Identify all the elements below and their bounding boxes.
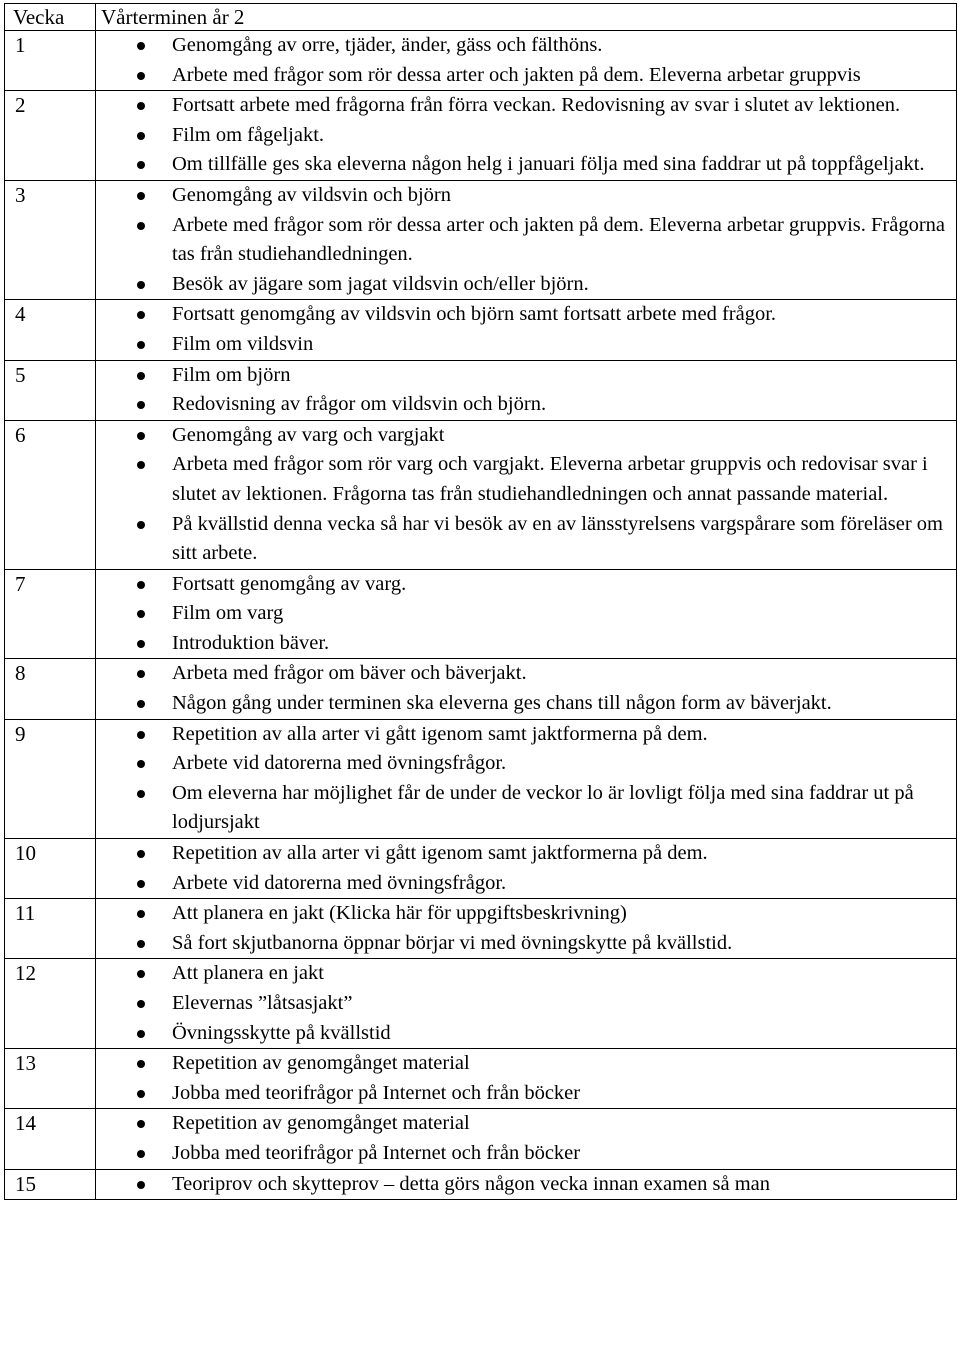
- week-row: [5, 569, 957, 659]
- activity-list: [96, 31, 956, 90]
- activity-text: Film om björn: [172, 363, 291, 386]
- week-number: 10: [5, 839, 96, 899]
- activity-list: [96, 659, 956, 718]
- bullet-icon: [137, 222, 145, 230]
- week-row: [5, 719, 957, 838]
- week-row: [5, 300, 957, 360]
- activity-text: Övningsskytte på kvällstid: [172, 1021, 391, 1044]
- bullet-icon: [137, 281, 145, 289]
- list-item: [96, 361, 956, 391]
- activity-list: [96, 181, 956, 299]
- week-row: [5, 420, 957, 569]
- week-number: 2: [5, 91, 96, 181]
- activity-text: Att planera en jakt: [172, 962, 324, 985]
- list-item: [96, 599, 956, 629]
- week-activities: [96, 31, 957, 91]
- activity-text: Arbete med frågor som rör dessa arter och jakten på dem. Eleverna arbetar gruppvis: [172, 63, 861, 86]
- week-number: 5: [5, 360, 96, 420]
- list-item: [96, 899, 956, 929]
- bullet-icon: [137, 790, 145, 798]
- list-item: [96, 300, 956, 330]
- week-row: [5, 1049, 957, 1109]
- week-number: 3: [5, 180, 96, 299]
- bullet-icon: [137, 72, 145, 80]
- list-item: [96, 91, 956, 121]
- bullet-icon: [137, 1030, 145, 1038]
- activity-list: [96, 1170, 956, 1200]
- week-number: 11: [5, 899, 96, 959]
- activity-text: Film om vildsvin: [172, 332, 314, 355]
- activity-text: Så fort skjutbanorna öppnar börjar vi med övningskytte på kvällstid.: [172, 931, 733, 954]
- list-item: [96, 959, 956, 989]
- week-row: [5, 959, 957, 1049]
- list-item: [96, 869, 956, 899]
- bullet-icon: [137, 401, 145, 409]
- bullet-icon: [137, 311, 145, 319]
- week-activities: [96, 1049, 957, 1109]
- list-item: [96, 31, 956, 61]
- term-column-header: Vårterminen år 2: [96, 4, 957, 31]
- week-activities: [96, 1109, 957, 1169]
- bullet-icon: [137, 1150, 145, 1158]
- list-item: [96, 121, 956, 151]
- week-row: [5, 180, 957, 299]
- activity-text: Repetition av alla arter vi gått igenom samt jaktformerna på dem.: [172, 722, 708, 745]
- activity-text: Någon gång under terminen ska eleverna ges chans till någon form av bäverjakt.: [172, 692, 832, 715]
- bullet-icon: [137, 760, 145, 768]
- week-activities: [96, 899, 957, 959]
- list-item: [96, 61, 956, 91]
- week-activities: [96, 959, 957, 1049]
- bullet-icon: [137, 432, 145, 440]
- activity-text: Film om varg: [172, 602, 284, 625]
- list-item: [96, 270, 956, 300]
- week-number: 13: [5, 1049, 96, 1109]
- activity-list: [96, 421, 956, 569]
- week-number: 1: [5, 31, 96, 91]
- list-item: [96, 510, 956, 569]
- week-activities: [96, 420, 957, 569]
- list-item: [96, 929, 956, 959]
- list-item: [96, 1079, 956, 1109]
- week-activities: [96, 360, 957, 420]
- schedule-body: [5, 31, 957, 1200]
- bullet-icon: [137, 850, 145, 858]
- bullet-icon: [137, 192, 145, 200]
- activity-list: [96, 361, 956, 420]
- activity-text: Arbete vid datorerna med övningsfrågor.: [172, 871, 507, 894]
- week-row: [5, 91, 957, 181]
- activity-text: Jobba med teorifrågor på Internet och från böcker: [172, 1141, 581, 1164]
- bullet-icon: [137, 1000, 145, 1008]
- week-number: 15: [5, 1169, 96, 1200]
- activity-text: Redovisning av frågor om vildsvin och björn.: [172, 393, 547, 416]
- activity-text: Arbete vid datorerna med övningsfrågor.: [172, 752, 507, 775]
- week-row: [5, 839, 957, 899]
- list-item: [96, 689, 956, 719]
- bullet-icon: [137, 670, 145, 678]
- bullet-icon: [137, 1120, 145, 1128]
- list-item: [96, 330, 956, 360]
- activity-list: [96, 1049, 956, 1108]
- activity-text: Besök av jägare som jagat vildsvin och/eller björn.: [172, 272, 589, 295]
- activity-text: Teoriprov och skytteprov – detta görs någon vecka innan examen så man: [172, 1172, 771, 1195]
- activity-text: Arbete med frågor som rör dessa arter och jakten på dem. Eleverna arbetar gruppvis. Frågorna tas från studiehandledningen.: [172, 213, 945, 266]
- activity-text: Fortsatt genomgång av varg.: [172, 572, 407, 595]
- activity-list: [96, 720, 956, 838]
- activity-text: Film om fågeljakt.: [172, 123, 325, 146]
- list-item: [96, 1019, 956, 1049]
- week-activities: [96, 569, 957, 659]
- list-item: [96, 989, 956, 1019]
- activity-text: Genomgång av orre, tjäder, änder, gäss och fälthöns.: [172, 34, 603, 56]
- list-item: [96, 390, 956, 420]
- week-row: [5, 1169, 957, 1200]
- list-item: [96, 720, 956, 750]
- activity-text: Om tillfälle ges ska eleverna någon helg i januari följa med sina faddrar ut på toppfågeljakt.: [172, 153, 925, 176]
- bullet-icon: [137, 910, 145, 918]
- list-item: [96, 1049, 956, 1079]
- bullet-icon: [137, 372, 145, 380]
- activity-list: [96, 839, 956, 898]
- list-item: [96, 181, 956, 211]
- activity-text: Repetition av genomgånget material: [172, 1112, 470, 1135]
- activity-text: Introduktion bäver.: [172, 631, 330, 654]
- activity-text: På kvällstid denna vecka så har vi besök av en av länsstyrelsens vargspårare som föreläser om sitt arbete.: [172, 512, 943, 565]
- week-activities: [96, 659, 957, 719]
- bullet-icon: [137, 1060, 145, 1068]
- week-activities: [96, 839, 957, 899]
- week-activities: [96, 91, 957, 181]
- week-row: [5, 899, 957, 959]
- week-column-header: Vecka: [5, 4, 96, 31]
- list-item: [96, 570, 956, 600]
- week-number: 4: [5, 300, 96, 360]
- activity-text: Jobba med teorifrågor på Internet och från böcker: [172, 1081, 581, 1104]
- bullet-icon: [137, 42, 145, 50]
- week-number: 14: [5, 1109, 96, 1169]
- bullet-icon: [137, 610, 145, 618]
- bullet-icon: [137, 1181, 145, 1189]
- header-row: [5, 4, 957, 31]
- bullet-icon: [137, 880, 145, 888]
- activity-list: [96, 570, 956, 659]
- week-row: [5, 1109, 957, 1169]
- list-item: [96, 450, 956, 509]
- bullet-icon: [137, 581, 145, 589]
- bullet-icon: [137, 640, 145, 648]
- activity-text: Genomgång av varg och vargjakt: [172, 423, 445, 446]
- bullet-icon: [137, 521, 145, 529]
- week-row: [5, 659, 957, 719]
- week-row: [5, 31, 957, 91]
- activity-text: Arbeta med frågor om bäver och bäverjakt.: [172, 662, 527, 685]
- week-activities: [96, 180, 957, 299]
- activity-list: [96, 1109, 956, 1168]
- bullet-icon: [137, 731, 145, 739]
- activity-text: Att planera en jakt (Klicka här för uppgiftsbeskrivning): [172, 902, 627, 925]
- activity-text: Repetition av genomgånget material: [172, 1052, 470, 1075]
- bullet-icon: [137, 341, 145, 349]
- list-item: [96, 779, 956, 838]
- bullet-icon: [137, 1090, 145, 1098]
- bullet-icon: [137, 461, 145, 469]
- list-item: [96, 1139, 956, 1169]
- activity-list: [96, 91, 956, 180]
- list-item: [96, 749, 956, 779]
- bullet-icon: [137, 102, 145, 110]
- bullet-icon: [137, 161, 145, 169]
- week-activities: [96, 300, 957, 360]
- schedule-table: [4, 3, 957, 1200]
- list-item: [96, 629, 956, 659]
- list-item: [96, 839, 956, 869]
- activity-list: [96, 300, 956, 359]
- week-activities: [96, 719, 957, 838]
- activity-text: Fortsatt arbete med frågorna från förra veckan. Redovisning av svar i slutet av lektionen.: [172, 94, 901, 117]
- activity-text: Arbeta med frågor som rör varg och vargjakt. Eleverna arbetar gruppvis och redovisar svar i slutet av lektionen. Frågorna tas från studiehandledningen och annat passande material.: [172, 453, 928, 505]
- activity-text: Repetition av alla arter vi gått igenom samt jaktformerna på dem.: [172, 842, 708, 865]
- list-item: [96, 211, 956, 270]
- week-number: 9: [5, 719, 96, 838]
- activity-list: [96, 899, 956, 958]
- bullet-icon: [137, 700, 145, 708]
- activity-text: Elevernas ”låtsasjakt”: [172, 992, 353, 1014]
- activity-text: Genomgång av vildsvin och björn: [172, 183, 451, 206]
- bullet-icon: [137, 970, 145, 978]
- list-item: [96, 1170, 956, 1200]
- activity-text: Fortsatt genomgång av vildsvin och björn samt fortsatt arbete med frågor.: [172, 303, 777, 326]
- list-item: [96, 1109, 956, 1139]
- week-number: 7: [5, 569, 96, 659]
- activity-list: [96, 959, 956, 1048]
- bullet-icon: [137, 940, 145, 948]
- activity-text: Om eleverna har möjlighet får de under de veckor lo är lovligt följa med sina faddrar ut på lodjursjakt: [172, 781, 914, 834]
- list-item: [96, 659, 956, 689]
- list-item: [96, 150, 956, 180]
- week-row: [5, 360, 957, 420]
- week-number: 12: [5, 959, 96, 1049]
- week-number: 6: [5, 420, 96, 569]
- week-number: 8: [5, 659, 96, 719]
- week-activities: [96, 1169, 957, 1200]
- bullet-icon: [137, 132, 145, 140]
- list-item: [96, 421, 956, 451]
